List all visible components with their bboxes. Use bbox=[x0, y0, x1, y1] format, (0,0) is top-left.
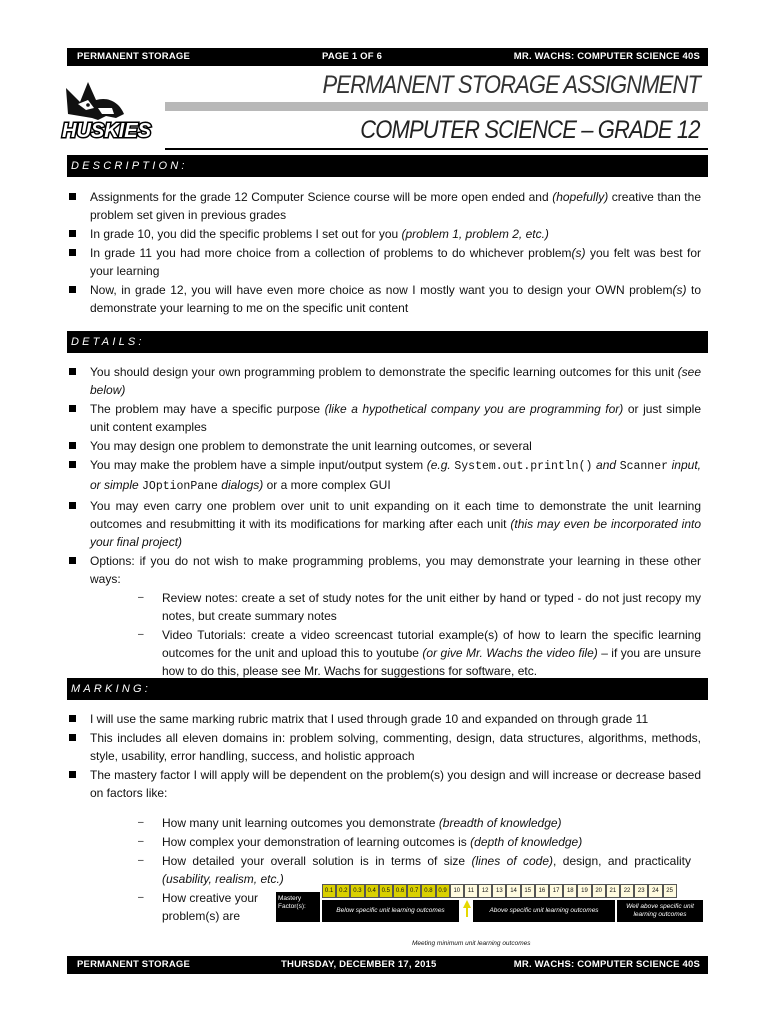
mastery-cell: 24 bbox=[648, 884, 662, 898]
page-footer bbox=[67, 956, 708, 974]
band-below: Below specific unit learning outcomes bbox=[322, 900, 459, 922]
details-list bbox=[67, 363, 701, 681]
mastery-cell: 17 bbox=[549, 884, 563, 898]
sublist-item: – How detailed your overall solution is in terms of size (lines of code), design, and practicality (usability, realism, etc.) bbox=[138, 852, 701, 888]
huskies-logo-text: HUSKIES bbox=[62, 120, 151, 142]
list-item: In grade 10, you did the specific problems I set out for you (problem 1, problem 2, etc.) bbox=[67, 225, 701, 243]
sublist-item: – How complex your demonstration of learning outcomes is (depth of knowledge) bbox=[138, 833, 701, 851]
mastery-cell: 11 bbox=[464, 884, 478, 898]
list-item: You may make the problem have a simple input/output system (e.g. System.out.println() and Scanner input, or simple JOptionPane dialogs) or a more complex GUI bbox=[67, 456, 701, 496]
list-item: Options: if you do not wish to make programming problems, you may demonstrate your learning in these other ways: – Review notes: create a set of study notes for the unit either by hand or typed - do not just recopy my notes, but create summary notes – Video Tutorials: create a video screencast tutorial example(s) of how to learn the specific learning outcomes for the unit and upload this to youtube (or give Mr. Wachs the video file) – if you are unsure how to do this, please see Mr. Wachs for suggestions for software, etc. bbox=[67, 552, 701, 680]
section-details bbox=[67, 331, 708, 353]
page-header bbox=[67, 48, 708, 66]
subtitle-rule bbox=[165, 148, 708, 150]
list-item: I will use the same marking rubric matrix that I used through grade 10 and expanded on through grade 11 bbox=[67, 710, 701, 728]
mastery-cell: 22 bbox=[620, 884, 634, 898]
header-page-number: PAGE 1 OF 6 bbox=[322, 51, 383, 62]
footer-left: PERMANENT STORAGE bbox=[77, 959, 191, 970]
mastery-cell: 25 bbox=[663, 884, 677, 898]
mastery-cell: 14 bbox=[506, 884, 520, 898]
section-description-title: DESCRIPTION: bbox=[71, 160, 188, 172]
section-description bbox=[67, 155, 708, 177]
course-title: COMPUTER SCIENCE – GRADE 12 bbox=[360, 116, 700, 144]
mastery-cell: 16 bbox=[535, 884, 549, 898]
list-item: Assignments for the grade 12 Computer Science course will be more open ended and (hopefully) creative than the problem set given in previous grades bbox=[67, 188, 701, 224]
list-item: The problem may have a specific purpose (like a hypothetical company you are programming for) or just simple unit content examples bbox=[67, 400, 701, 436]
mastery-cell: 0.7 bbox=[407, 884, 421, 898]
mastery-cell: 20 bbox=[592, 884, 606, 898]
sublist-item: – How creative your problem(s) are bbox=[138, 889, 701, 925]
meeting-outcomes-note: Meeting minimum unit learning outcomes bbox=[412, 940, 531, 947]
mastery-cell: 0.8 bbox=[421, 884, 435, 898]
assignment-title: PERMANENT STORAGE ASSIGNMENT bbox=[322, 71, 700, 99]
huskies-logo bbox=[58, 74, 162, 146]
mastery-cell: 18 bbox=[563, 884, 577, 898]
mastery-cell: 0.4 bbox=[365, 884, 379, 898]
mastery-cell: 0.5 bbox=[379, 884, 393, 898]
mastery-cell: 0.2 bbox=[336, 884, 350, 898]
section-details-title: DETAILS: bbox=[71, 336, 145, 348]
mastery-factor-scale bbox=[276, 884, 704, 924]
list-item: You may even carry one problem over unit to unit expanding on it each time to demonstrate the unit learning outcomes and resubmitting it with its modifications for marking after each unit (this may even be incorporated into your final project) bbox=[67, 497, 701, 551]
options-sublist bbox=[138, 589, 701, 680]
section-marking-title: MARKING: bbox=[71, 683, 151, 695]
mastery-cell: 0.3 bbox=[350, 884, 364, 898]
arrow-stem bbox=[466, 907, 468, 917]
footer-date: THURSDAY, DECEMBER 17, 2015 bbox=[281, 959, 437, 970]
sublist-item: – Video Tutorials: create a video screencast tutorial example(s) of how to learn the specific learning outcomes for the unit and upload this to youtube (or give Mr. Wachs the video file) – if you are unsure how to do this, please see Mr. Wachs for suggestions for software, etc. bbox=[138, 626, 701, 680]
band-above: Above specific unit learning outcomes bbox=[473, 900, 615, 922]
list-item: You should design your own programming problem to demonstrate the specific learning outcomes for this unit (see below) bbox=[67, 363, 701, 399]
list-item: This includes all eleven domains in: problem solving, commenting, design, data structures, algorithms, methods, style, usability, error handling, success, and holistic approach bbox=[67, 729, 701, 765]
list-item: The mastery factor I will apply will be dependent on the problem(s) you design and will increase or decrease based on factors like: – How many unit learning outcomes you demonstrate (breadth of knowledge) – How complex your demonstration of learning outcomes is (depth of knowledge) – How detailed your overall solution is in terms of size (lines of code), design, and practicality (usability, realism, etc.) – How creative your problem(s) are bbox=[67, 766, 701, 925]
mastery-cell: 21 bbox=[606, 884, 620, 898]
list-item: In grade 11 you had more choice from a collection of problems to do whichever problem(s) you felt was best for your learning bbox=[67, 244, 701, 280]
header-right: MR. WACHS: COMPUTER SCIENCE 40S bbox=[513, 51, 700, 62]
mastery-cell: 0.1 bbox=[322, 884, 336, 898]
section-marking bbox=[67, 678, 708, 700]
header-left: PERMANENT STORAGE bbox=[77, 51, 191, 62]
description-list bbox=[67, 188, 701, 318]
mastery-label: Mastery Factor(s): bbox=[276, 892, 320, 922]
mastery-cell: 13 bbox=[492, 884, 506, 898]
list-item: You may design one problem to demonstrate the unit learning outcomes, or several bbox=[67, 437, 701, 455]
sublist-item: – How many unit learning outcomes you demonstrate (breadth of knowledge) bbox=[138, 814, 701, 832]
mastery-cell: 23 bbox=[634, 884, 648, 898]
mastery-cell: 19 bbox=[577, 884, 591, 898]
list-item: Now, in grade 12, you will have even more choice as now I mostly want you to design your OWN problem(s) to demonstrate your learning to me on the specific unit content bbox=[67, 281, 701, 317]
footer-right: MR. WACHS: COMPUTER SCIENCE 40S bbox=[513, 959, 700, 970]
mastery-cell: 15 bbox=[521, 884, 535, 898]
mastery-cell: 0.9 bbox=[436, 884, 450, 898]
band-well-above: Well above specific unit learning outcomes bbox=[617, 900, 703, 922]
mastery-cell: 10 bbox=[450, 884, 464, 898]
title-rule bbox=[165, 102, 708, 111]
sublist-item: – Review notes: create a set of study notes for the unit either by hand or typed - do not just recopy my notes, but create summary notes bbox=[138, 589, 701, 625]
mastery-cell: 12 bbox=[478, 884, 492, 898]
mastery-cells bbox=[322, 884, 677, 898]
mastery-cell: 0.6 bbox=[393, 884, 407, 898]
